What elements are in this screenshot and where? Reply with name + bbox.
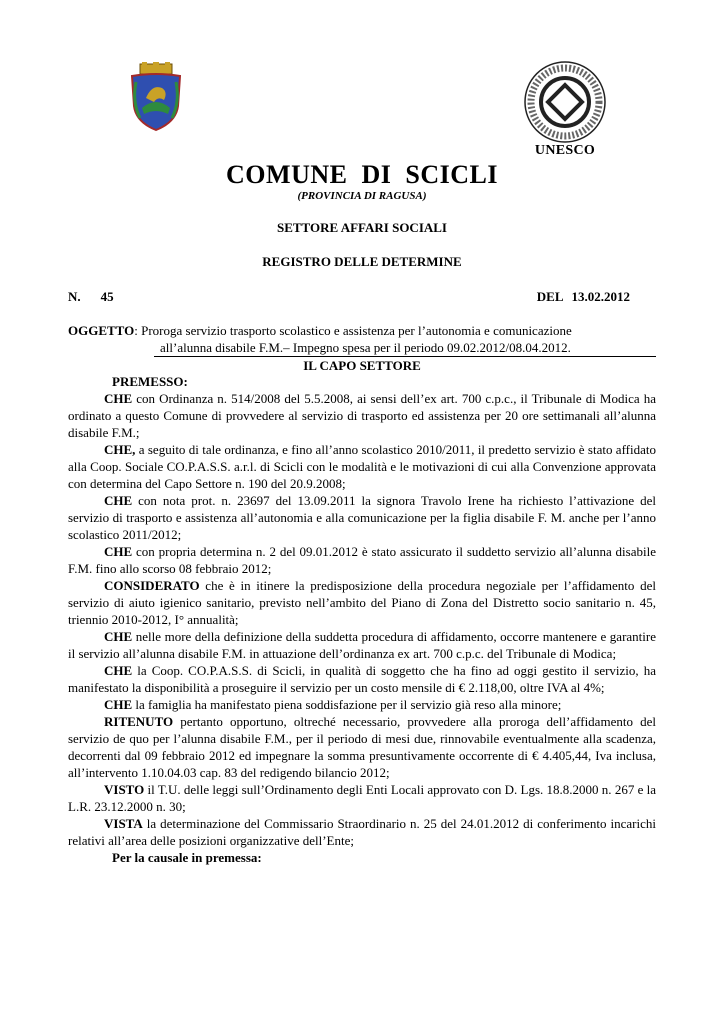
paragraph-lead: CHE [104, 391, 133, 406]
paragraph-text: la famiglia ha manifestato piena soddisfazione per il servizio già reso alla minore; [132, 697, 562, 712]
paragraph-text: con propria determina n. 2 del 09.01.2012 è stato assicurato il suddetto servizio all’alunna disabile F.M. fino allo scorso 08 febbraio 2012; [68, 544, 656, 576]
paragraph-lead: CHE [104, 663, 133, 678]
paragraph [68, 441, 656, 492]
paragraph-lead: CHE [104, 544, 133, 559]
subject-underline [154, 356, 656, 357]
municipality-title: COMUNE DI SCICLI [226, 160, 498, 189]
paragraph-lead: CHE [104, 697, 133, 712]
paragraph-lead: VISTO [104, 782, 145, 797]
paragraph [68, 628, 656, 662]
paragraph [68, 815, 656, 849]
unesco-label: UNESCO [534, 143, 596, 158]
paragraph [68, 781, 656, 815]
paragraph [68, 390, 656, 441]
department-heading: SETTORE AFFARI SOCIALI [276, 220, 447, 235]
date-label: DEL [536, 289, 564, 304]
number-value: 45 [100, 289, 114, 304]
determination-date [537, 289, 630, 305]
paragraph-text: con nota prot. n. 23697 del 13.09.2011 la signora Travolo Irene ha richiesto l’attivazione del servizio di trasporto e assistenza all’autonomia e alla comunicazione per la figlia disabile F. M. anche per l’anno scolastico 2011/2012; [68, 493, 656, 542]
province-subtitle: (PROVINCIA DI RAGUSA) [297, 190, 427, 202]
city-coat-of-arms-icon [128, 62, 184, 132]
paragraph-text: con Ordinanza n. 514/2008 del 5.5.2008, ai sensi dell’ex art. 700 c.p.c., il Tribunale di Modica ha ordinato a questo Comune di provvedere al servizio di trasporto ed assistenza per 20 ore settimanali all’alunna disabile F.M.; [68, 391, 656, 440]
paragraph-text: che è in itinere la predisposizione della procedura negoziale per l’affidamento del servizio di aiuto igienico sanitario, previsto nell’ambito del Piano di Zona del Distretto socio sanitario n. 45, triennio 2010-2012, I° annualità; [68, 578, 656, 627]
subject-line-1: : Proroga servizio trasporto scolastico e assistenza per l’autonomia e comunicazione [134, 323, 572, 338]
paragraph-text: a seguito di tale ordinanza, e fino all’anno scolastico 2010/2011, il predetto servizio è stato affidato alla Coop. Sociale CO.P.A.S.S. a.r.l. di Scicli con le modalità e le motivazioni di cui alla Convenzione approvata con determina del Capo Settore n. 190 del 20.9.2008; [68, 442, 656, 491]
subject-block [68, 322, 660, 356]
register-heading: REGISTRO DELLE DETERMINE [262, 254, 462, 269]
paragraph [68, 696, 656, 713]
paragraph [68, 543, 656, 577]
paragraph-text: il T.U. delle leggi sull’Ordinamento degli Enti Locali approvato con D. Lgs. 18.8.2000 n. 267 e la L.R. 23.12.2000 n. 30; [68, 782, 656, 814]
paragraph-lead: CHE [104, 493, 133, 508]
subject-line-2: all’alunna disabile F.M.– Impegno spesa per il periodo 09.02.2012/08.04.2012. [160, 340, 571, 355]
paragraph [68, 713, 656, 781]
paragraph-lead: CHE [104, 629, 133, 644]
paragraph-lead: CONSIDERATO [104, 578, 200, 593]
paragraph [68, 492, 656, 543]
paragraph-lead: VISTA [104, 816, 143, 831]
date-value: 13.02.2012 [571, 289, 630, 304]
paragraph-text: la Coop. CO.P.A.S.S. di Scicli, in qualità di soggetto che ha fino ad oggi gestito il servizio, ha manifestato la disponibilità a proseguire il servizio per un costo mensile di € 2.118,00, oltre IVA al 4%; [68, 663, 656, 695]
causale-heading: Per la causale in premessa: [112, 850, 262, 865]
paragraph-lead: RITENUTO [104, 714, 174, 729]
capo-settore-heading: IL CAPO SETTORE [303, 358, 421, 373]
paragraph [68, 662, 656, 696]
paragraph-text: nelle more della definizione della suddetta procedura di affidamento, occorre mantenere e garantire il servizio all’alunna disabile F.M. in attuazione dell’ordinanza ex art. 700 c.p.c. del Tribunale di Modica; [68, 629, 656, 661]
number-label: N. [68, 289, 81, 304]
unesco-world-heritage-logo-icon [523, 60, 607, 144]
determination-number [68, 289, 114, 305]
subject-label: OGGETTO [68, 323, 135, 338]
document-body [68, 390, 656, 866]
premesso-heading: PREMESSO: [112, 374, 188, 389]
paragraph-lead: CHE, [104, 442, 136, 457]
paragraph-text: la determinazione del Commissario Straordinario n. 25 del 24.01.2012 di conferimento incarichi relativi all’area delle posizioni organizzative dell’Ente; [68, 816, 656, 848]
paragraph [68, 577, 656, 628]
paragraph-text: pertanto opportuno, oltreché necessario, provvedere alla proroga dell’affidamento del servizio de quo per l’alunna disabile F.M., per il periodo di mesi due, rinnovabile eventualmente alla scadenza, decorrenti dal 09 febbraio 2012 ed impegnare la somma presuntivamente occorrente di € 4.405,44, Iva inclusa, all’intervento 1.10.04.03 cap. 83 del redigendo bilancio 2012; [68, 714, 656, 780]
